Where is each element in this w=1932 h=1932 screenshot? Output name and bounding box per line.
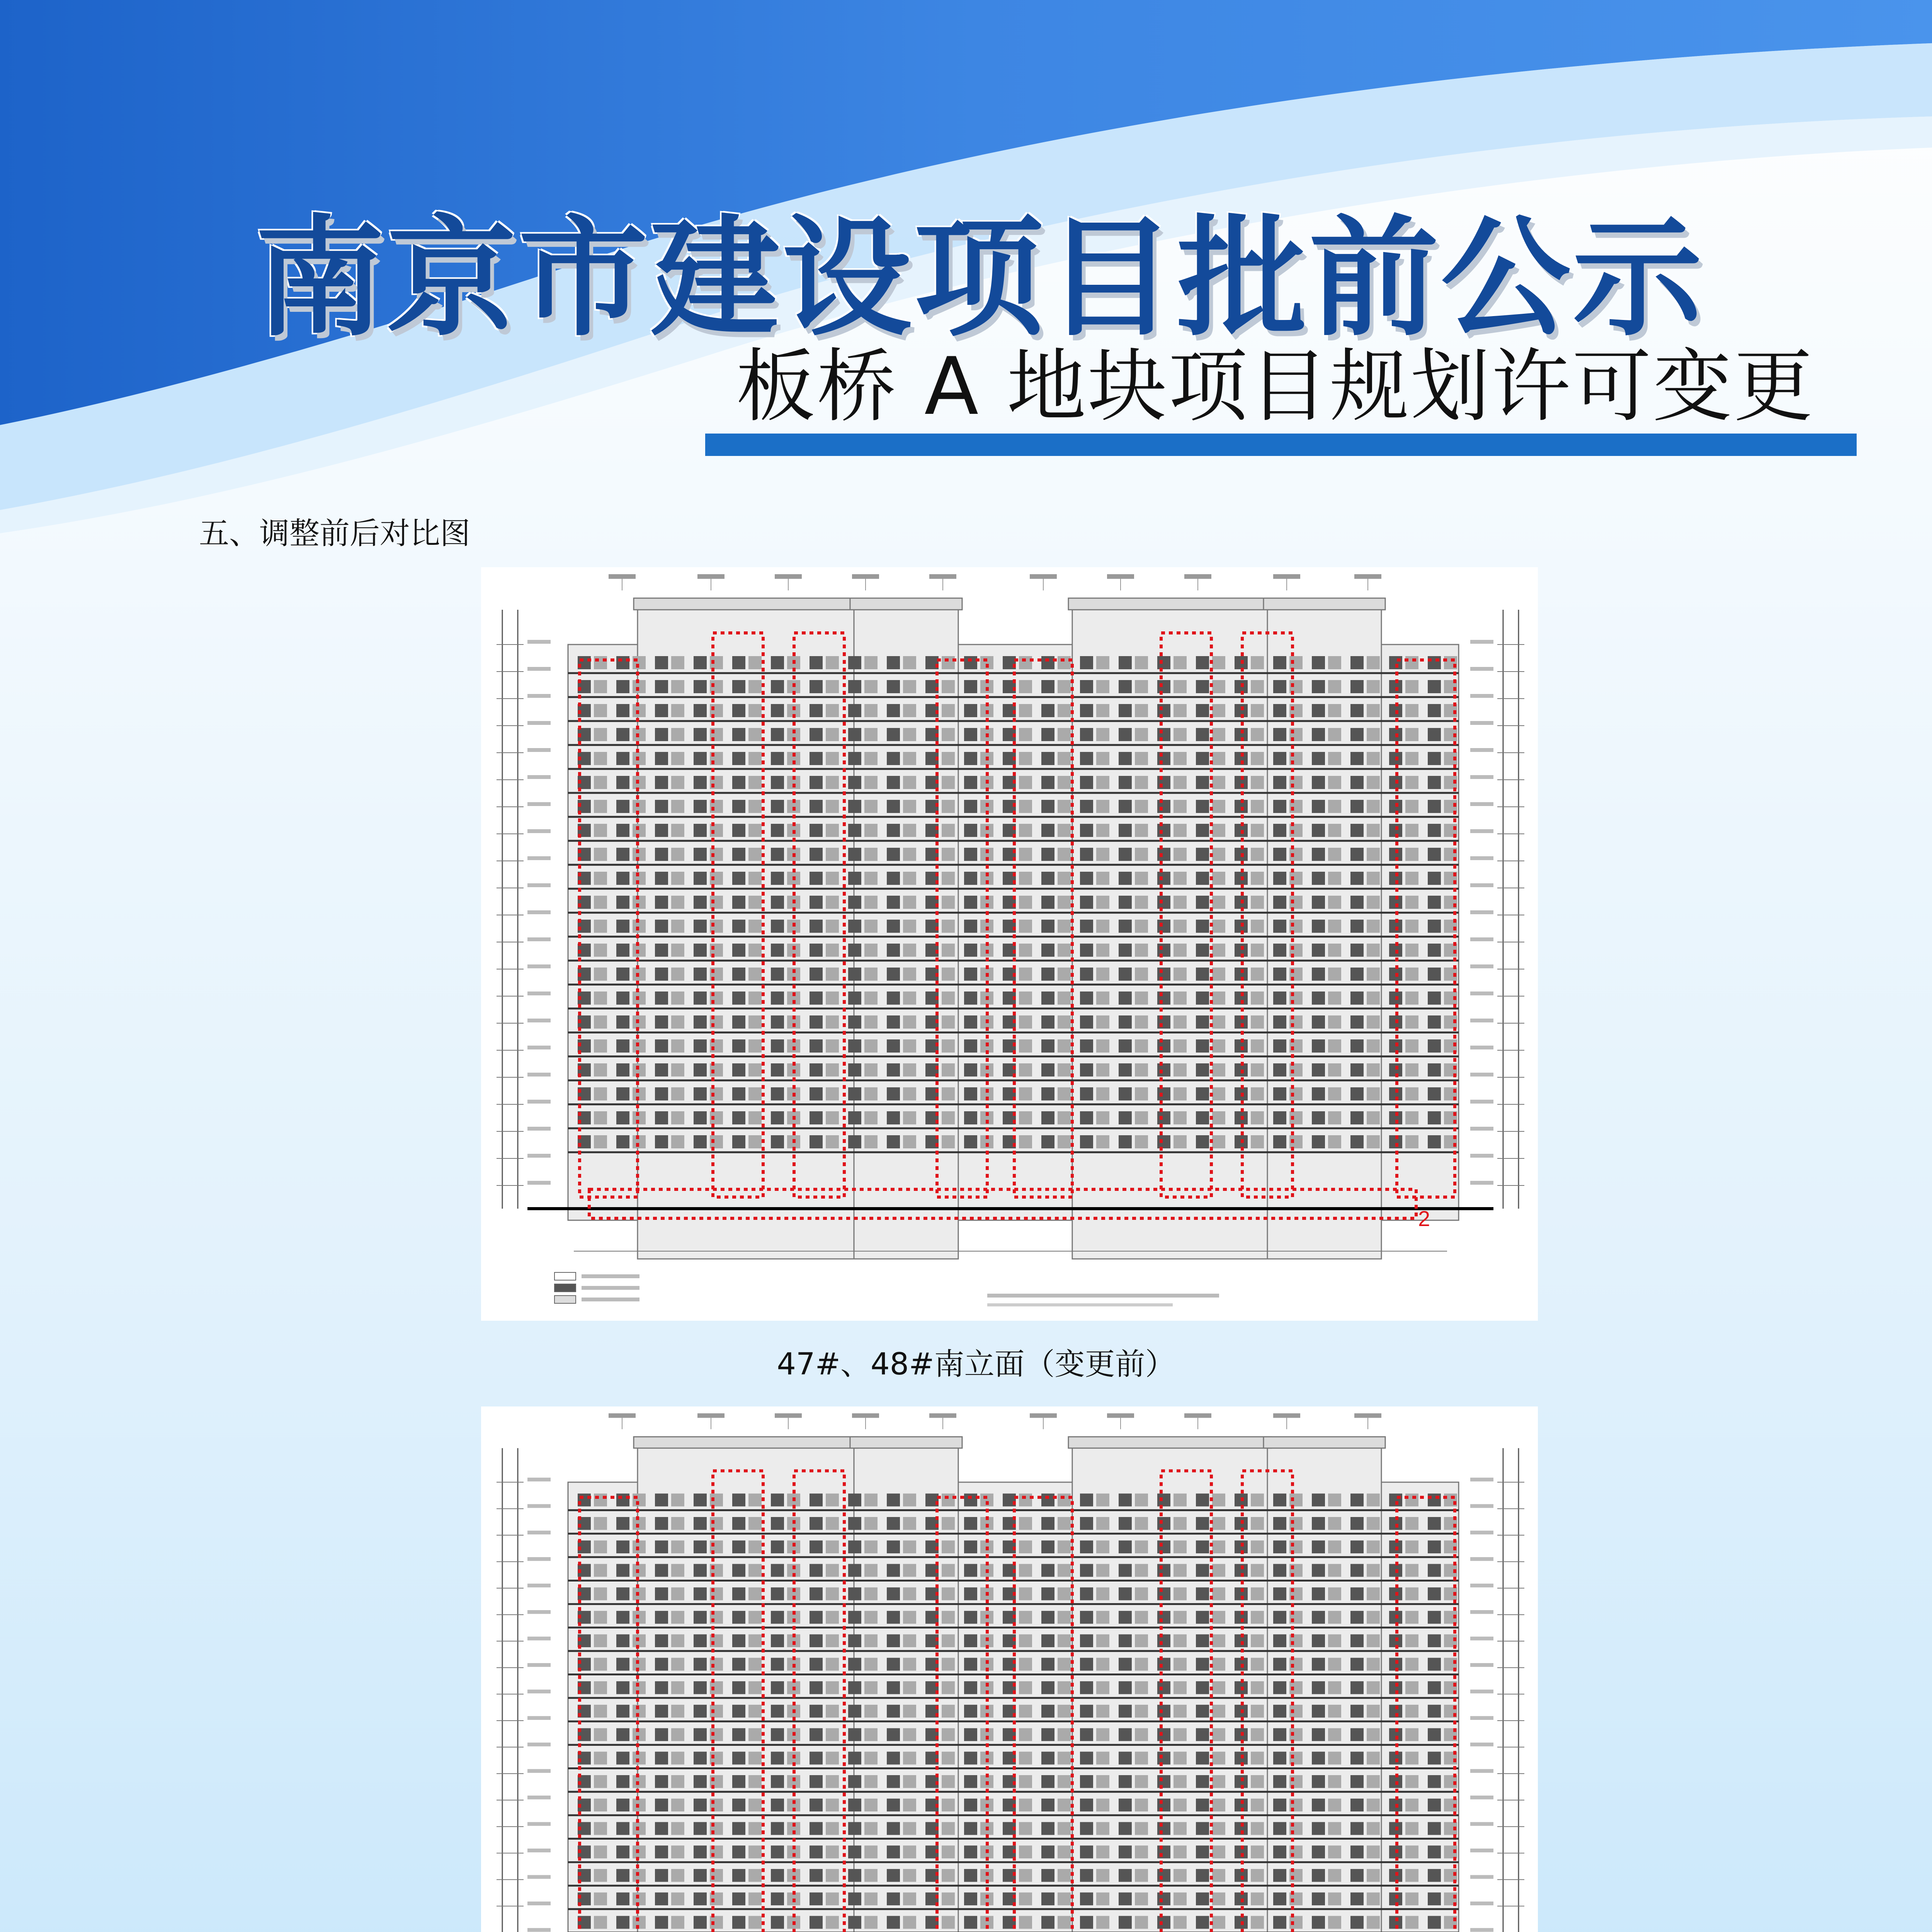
page-subtitle: 板桥 A 地块项目规划许可变更: [736, 341, 1815, 433]
page-title: 南京市建设项目批前公示: [255, 202, 1704, 354]
elevation-drawing-after: [481, 1406, 1538, 1932]
title-underline-bar: [705, 434, 1857, 456]
change-marker-2: 2: [1418, 1206, 1430, 1231]
elevation-drawing-before: [481, 567, 1538, 1321]
caption-before: 47#、48#南立面（变更前）: [777, 1347, 1175, 1382]
section-heading: 五、调整前后对比图: [199, 516, 471, 551]
